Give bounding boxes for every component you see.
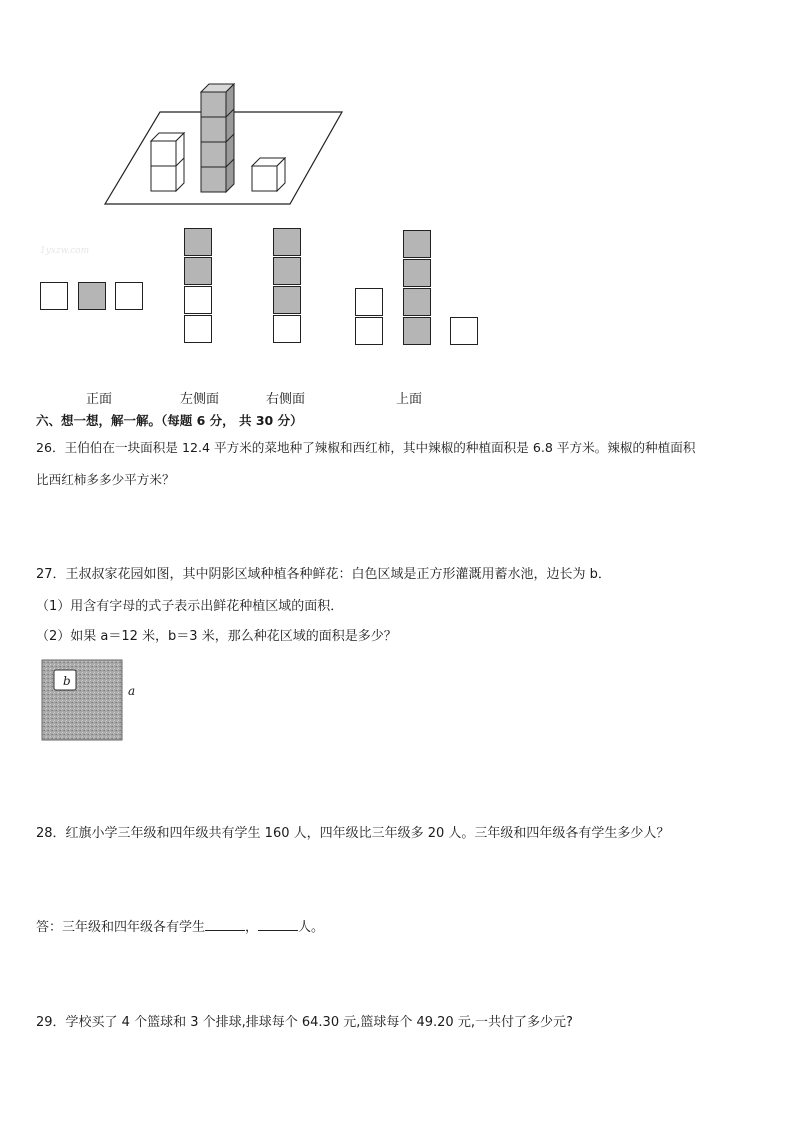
q27-line1: 27．王叔叔家花园如图，其中阴影区域种植各种鲜花：白色区域是正方形灌溉用蓄水池，边长为 b．: [36, 567, 611, 582]
q26-line2: 比西红柿多多少平方米？: [36, 472, 175, 487]
cube-stack-middle: [201, 84, 234, 192]
label-front-view: 正面: [86, 392, 113, 407]
label-top-view: 上面: [396, 392, 423, 407]
garden-label-a: a: [128, 684, 136, 698]
q28-answer-suffix: 人。: [298, 920, 325, 935]
label-left-side-view: 左侧面: [180, 392, 220, 407]
q27-sub1: （1）用含有字母的式子表示出鲜花种植区域的面积．: [36, 599, 344, 614]
q28-line1: 28．红旗小学三年级和四年级共有学生 160 人，四年级比三年级多 20 人。三年级和四年级各有学生多少人？: [36, 826, 670, 841]
label-right-side-view: 右侧面: [266, 392, 306, 407]
cube-stack-left: [151, 133, 184, 191]
answer-blank-grade3[interactable]: [205, 918, 245, 931]
garden-label-b: b: [63, 674, 71, 688]
q28-answer-prefix: 答：三年级和四年级各有学生: [36, 920, 206, 935]
q28-answer: [36, 916, 324, 935]
watermark: 1yxzw.com: [40, 246, 90, 256]
q29-line1: 29．学校买了 4 个篮球和 3 个排球,排球每个 64.30 元,篮球每个 49.20 元,一共付了多少元?: [36, 1015, 573, 1030]
q26-line1: 26．王伯伯在一块面积是 12.4 平方米的菜地种了辣椒和西红柿，其中辣椒的种植面积是 6.8 平方米。辣椒的种植面积: [36, 440, 696, 455]
garden-figure: [40, 658, 140, 744]
cube-single-right: [252, 158, 285, 191]
q28-answer-separator: ，: [245, 920, 259, 935]
cube-arrangement-figure: [100, 80, 350, 210]
answer-blank-grade4[interactable]: [258, 918, 298, 931]
section-title: 六、想一想，解一解。（每题 6 分， 共 30 分）: [36, 413, 303, 428]
q27-sub2: （2）如果 a＝12 米，b＝3 米，那么种花区域的面积是多少？: [36, 629, 397, 644]
